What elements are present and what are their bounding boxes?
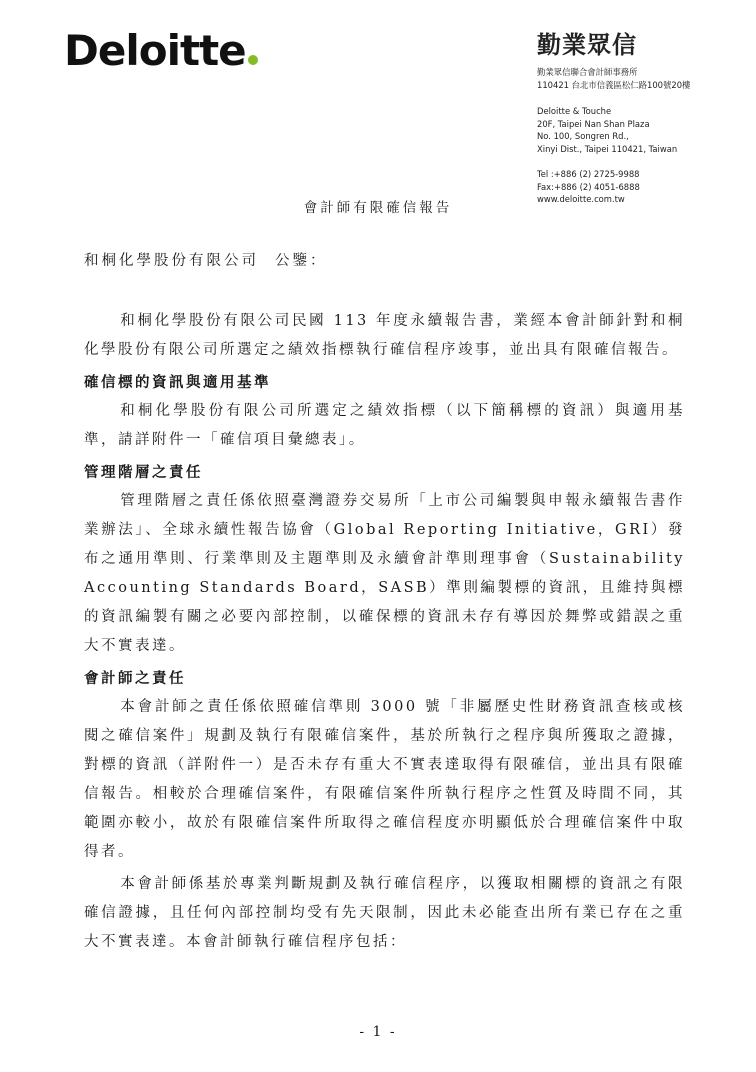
- addressee-line: [84, 249, 328, 270]
- section-heading-auditor: 會計師之責任: [84, 670, 186, 687]
- auditor-paragraph-1: 本會計師之責任係依照確信準則 3000 號「非屬歷史性財務資訊查核或核閱之確信案件」規劃及執行有限確信案件，基於所執行之程序與所獲取之證據，對標的資訊（詳附件一）是否未存有重大不實表達取得有限確信，並出具有限確信報告。相較於合理確信案件，有限確信案件所執行程序之性質及時間不同，其範圍亦較小，故於有限確信案件所取得之確信程度亦明顯低於合理確信案件中取得者。: [84, 699, 685, 860]
- deloitte-logo: [64, 26, 258, 75]
- intro-paragraph: 和桐化學股份有限公司民國 113 年度永續報告書，業經本會計師針對和桐化學股份有限公司所選定之績效指標執行確信程序竣事，並出具有限確信報告。: [84, 313, 685, 358]
- address-en-line: 20F, Taipei Nan Shan Plaza: [537, 118, 650, 129]
- logo-text: Deloitte: [64, 26, 246, 75]
- website-link[interactable]: www.deloitte.com.tw: [537, 194, 625, 204]
- address-zh: 110421 台北市信義區松仁路100號20樓: [537, 79, 691, 90]
- report-body: [84, 307, 685, 957]
- firm-name-en: Deloitte & Touche: [537, 106, 612, 116]
- management-paragraph: 管理階層之責任係依照臺灣證券交易所「上市公司編製與申報永續報告書作業辦法」、全球永續性報告協會（Global Reporting Initiative，GRI）發布之通用準則、行業準則及主題準則及永續會計準則理事會（Sustainability Accounting Standards Board，SASB）準則編製標的資訊，且維持與標的資訊編製有關之必要內部控制，以確保標的資訊未存有導因於舞弊或錯誤之重大不實表達。: [84, 493, 685, 654]
- subject-matter-paragraph: 和桐化學股份有限公司所選定之績效指標（以下簡稱標的資訊）與適用基準，請詳附件一「確信項目彙總表」。: [84, 403, 685, 448]
- tel: Tel :+886 (2) 2725-9988: [537, 169, 640, 179]
- firm-contact-block: [537, 30, 752, 206]
- firm-full-name-zh: 勤業眾信聯合會計師事務所: [537, 67, 638, 77]
- address-en-line: No. 100, Songren Rd.,: [537, 131, 629, 141]
- report-title: 會計師有限確信報告: [303, 200, 453, 216]
- firm-name-zh: 勤業眾信: [537, 31, 637, 59]
- salutation: 公鑒：: [275, 253, 328, 269]
- section-heading-management: 管理階層之責任: [84, 464, 203, 481]
- page-number: - 1 -: [359, 1024, 397, 1040]
- fax: Fax:+886 (2) 4051-6888: [537, 181, 640, 192]
- address-en-line: Xinyi Dist., Taipei 110421, Taiwan: [537, 143, 678, 154]
- section-heading-subject-matter: 確信標的資訊與適用基準: [84, 374, 271, 391]
- logo-dot-icon: [248, 55, 258, 65]
- auditor-paragraph-2: 本會計師係基於專業判斷規劃及執行確信程序，以獲取相關標的資訊之有限確信證據，且任何內部控制均受有先天限制，因此未必能查出所有業已存在之重大不實表達。本會計師執行確信程序包括：: [84, 876, 685, 950]
- addressee-name: 和桐化學股份有限公司: [84, 253, 259, 269]
